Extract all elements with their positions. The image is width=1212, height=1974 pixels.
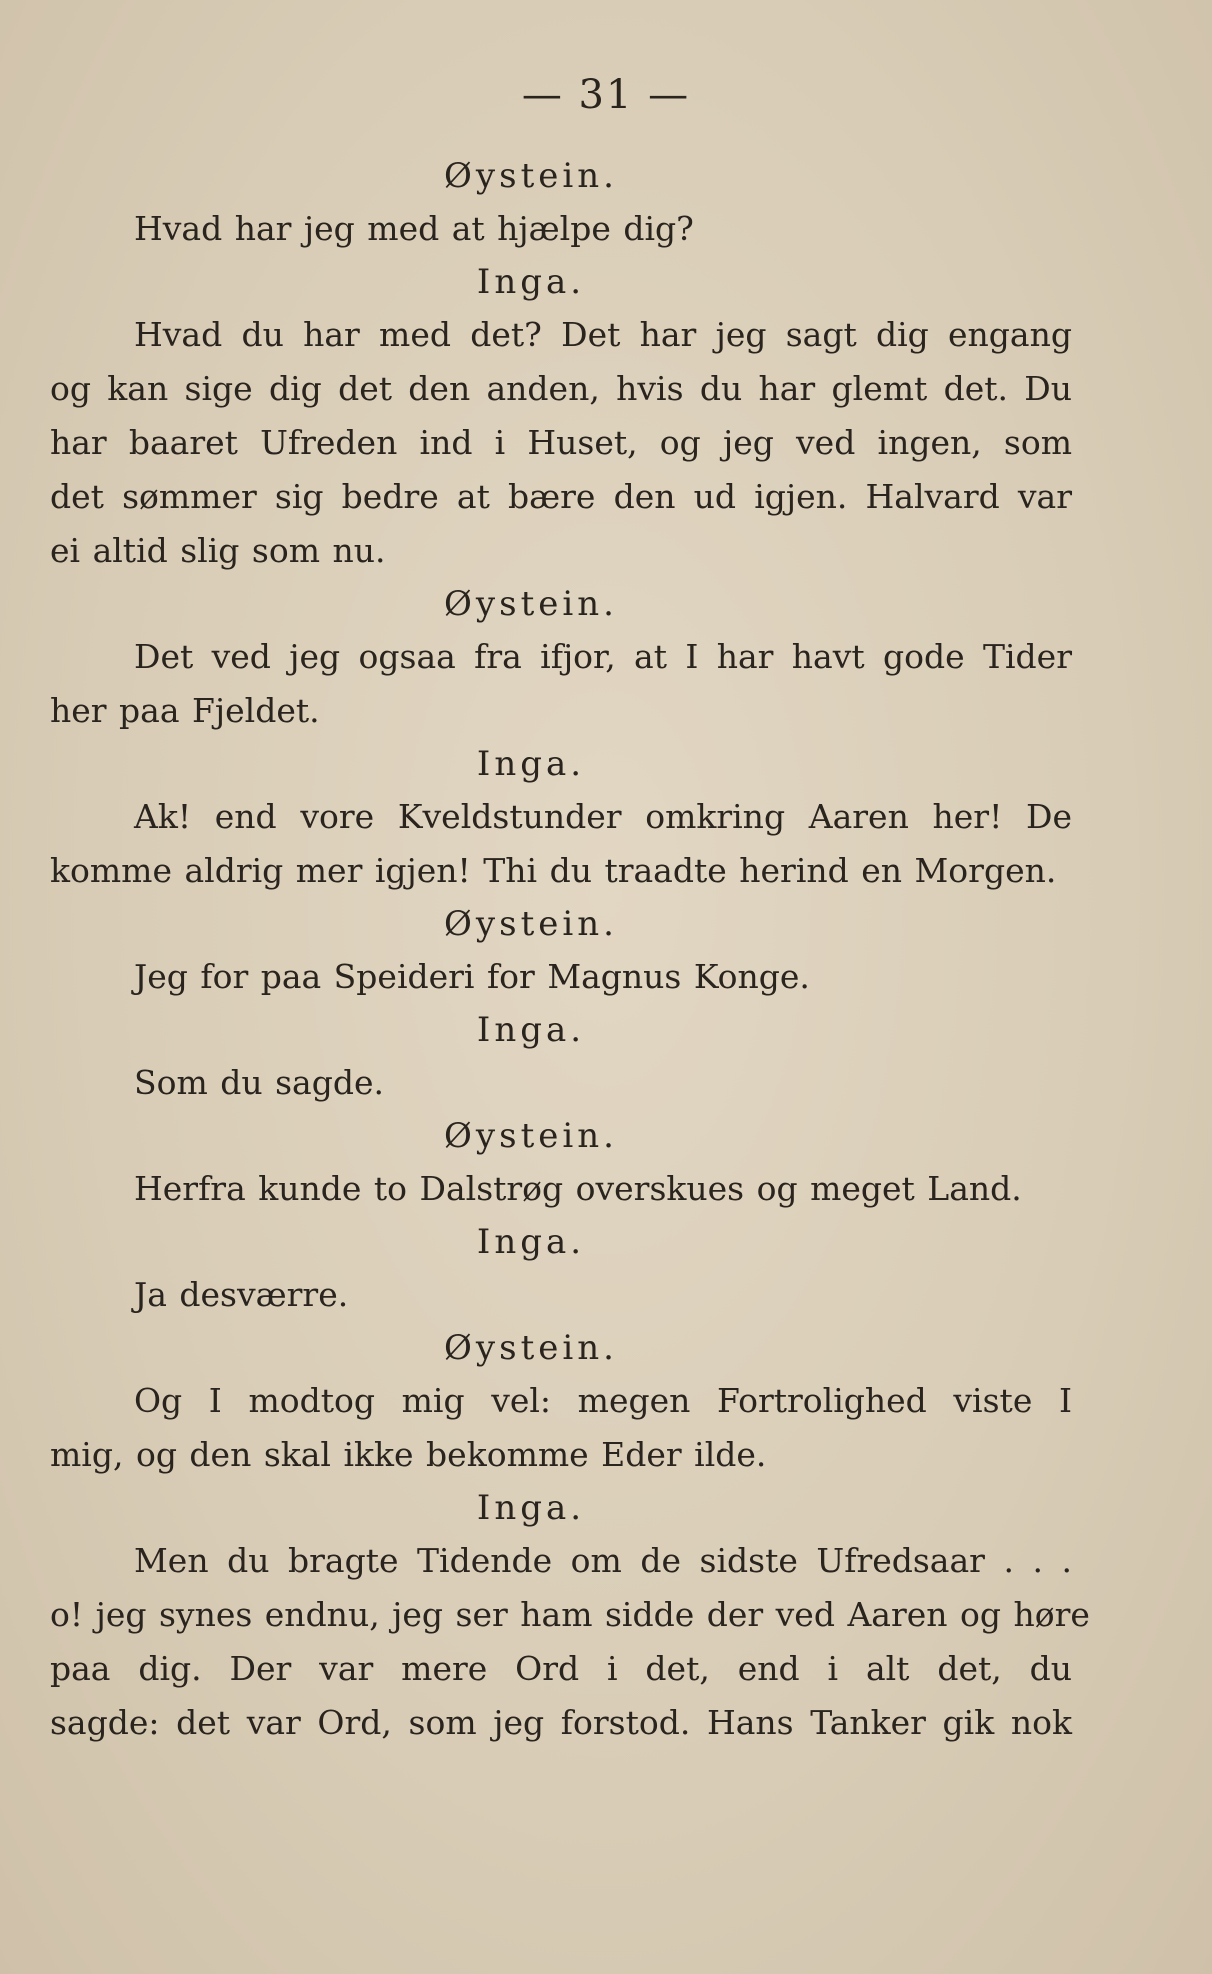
speaker-name: Øystein. <box>444 584 618 624</box>
text-line: komme aldrig mer igjen! Thi du traadte herind en Morgen. <box>50 851 1057 890</box>
text-line: Hvad har jeg med at hjælpe dig? <box>134 209 694 248</box>
speaker-name: Inga. <box>476 1222 586 1262</box>
text-line: o! jeg synes endnu, jeg ser ham sidde der ved Aaren og høre <box>50 1595 1090 1634</box>
text-line: Herfra kunde to Dalstrøg overskues og meget Land. <box>134 1169 1022 1208</box>
speaker-name: Inga. <box>476 1488 586 1528</box>
text-line: sagde: det var Ord, som jeg forstod. Hans Tanker gik nok <box>50 1703 1072 1742</box>
page-number: — 31 — <box>521 72 691 118</box>
text-line: Hvad du har med det? Det har jeg sagt dig engang <box>134 315 1072 354</box>
text-line: Som du sagde. <box>134 1063 385 1102</box>
speaker-name: Inga. <box>476 1010 586 1050</box>
speaker-name: Øystein. <box>444 156 618 196</box>
speaker-name: Inga. <box>476 262 586 302</box>
text-line: ei altid slig som nu. <box>50 531 386 570</box>
speaker-name: Inga. <box>476 744 586 784</box>
text-line: Ja desværre. <box>134 1275 349 1314</box>
dialogue-text <box>50 150 1090 1750</box>
text-line: det sømmer sig bedre at bære den ud igjen. Halvard var <box>50 477 1072 516</box>
text-line: mig, og den skal ikke bekomme Eder ilde. <box>50 1435 767 1474</box>
text-line: Ak! end vore Kveldstunder omkring Aaren her! De <box>134 797 1072 836</box>
speaker-name: Øystein. <box>444 1328 618 1368</box>
text-line: paa dig. Der var mere Ord i det, end i alt det, du <box>50 1649 1072 1688</box>
text-line: og kan sige dig det den anden, hvis du har glemt det. Du <box>50 369 1072 408</box>
text-line: her paa Fjeldet. <box>50 691 320 730</box>
text-line: Men du bragte Tidende om de sidste Ufredsaar . . . <box>134 1541 1072 1580</box>
text-line: Jeg for paa Speideri for Magnus Konge. <box>134 957 810 996</box>
text-line: Det ved jeg ogsaa fra ifjor, at I har havt gode Tider <box>134 637 1072 676</box>
speaker-name: Øystein. <box>444 1116 618 1156</box>
text-line: har baaret Ufreden ind i Huset, og jeg ved ingen, som <box>50 423 1072 462</box>
text-line: Og I modtog mig vel: megen Fortrolighed viste I <box>134 1381 1072 1420</box>
speaker-name: Øystein. <box>444 904 618 944</box>
